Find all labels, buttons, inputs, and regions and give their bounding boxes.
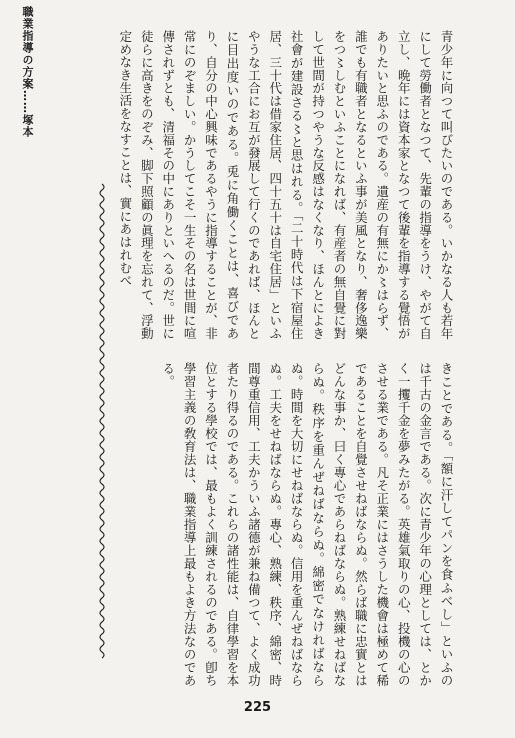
running-header: 職業指導の方案……塚本	[21, 6, 34, 138]
body-text-upper: 青少年に向つて叫びたいのである。いかなる人も若年にして勞働者となつて、先輩の指導をうけ、やがて自立し、晩年には資本家となつて後輩を指導する覺悟がありたいと思ふのである。遺産の有無にか〻はらず、誰でも有職者となるといふ事が美風となり、奢侈逸樂をつ〻しむといふことになれば、有産者の無自覺に對して世間が持つやうな反感はなくなり、ほんとによき社會が建設さる〻と思はれる。「二十時代は下宿屋住居、三十代は借家住居、四十五十は自宅住居」といふやうな工合にお互が發展して行くのであれば、ほんとに目出度いのである。兎に角働くことは、喜びであり、自分の中心興味であるやうに指導することが、非常にのぞましい。かうしてこそ一生その名は世間に喧傳されずとも、清福その中にありといへるのだ。世に徒らに高きをのぞみ、脚下照顧の眞理を忘れて、浮動定めなき生活をなすことは、實にあはれむべ	[117, 30, 454, 340]
body-text-lower: きことである。「額に汗してパンを食ふべし」といふのは千古の金言である。次に青少年の心理としては、とかく一攫千金を夢みたがる。英雄氣取りの心、投機の心のさせる業である。凡そ正業にはさうした機會は極めて稀であることを自覺させねばならぬ。然らば職に忠實とはどんな事か、曰く專心であらねばならぬ。熟練せねばならぬ。秩序を重んぜねばならぬ。綿密でなければならぬ。時間を大切にせねばならぬ。信用を重んぜねばならぬ。工夫をせねばならぬ。專心、熟練、秩序、綿密、時間尊重信用、工夫かういふ諸德が兼ね備つて、よく成功者たり得るのである。これらの諸性能は、自律學習を本位とする學校では、最もよく訓練されるのである。卽ち學習主義の敎育法は、職業指導上最もよき方法なのである。	[160, 362, 454, 687]
wavy-divider	[97, 184, 107, 658]
page-number: 225	[243, 700, 272, 715]
